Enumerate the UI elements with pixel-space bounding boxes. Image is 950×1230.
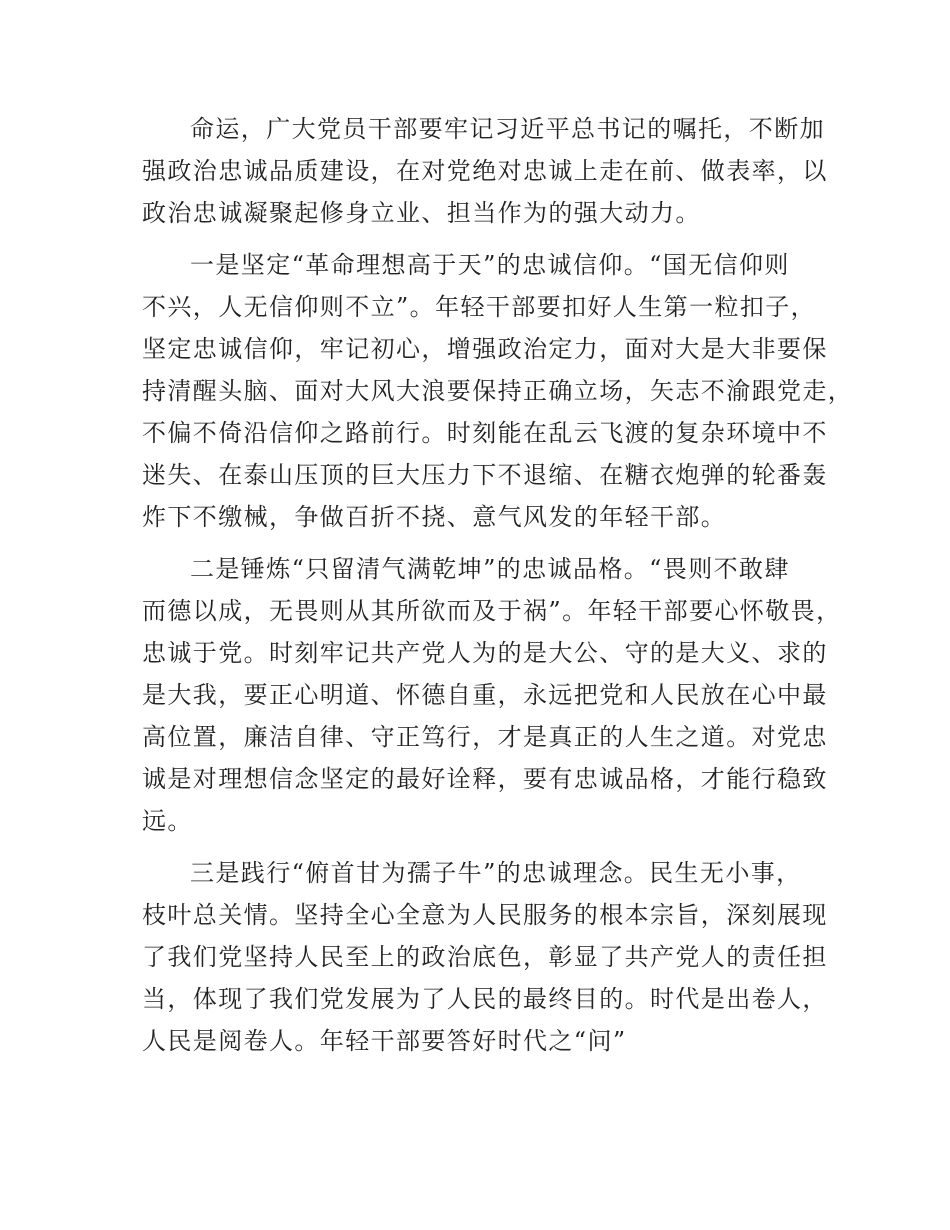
text-line: 坚定忠诚信仰，牢记初心，增强政治定力，面对大是大非要保 [142,335,828,363]
paragraph-3 [142,548,842,842]
text-line: 二是锤炼“只留清气满乾坤”的忠诚品格。“畏则不敢肆 [190,555,790,583]
paragraph-4 [142,852,832,1062]
text-line: 三是践行“俯首甘为孺子牛”的忠诚理念。民生无小事， [190,859,802,887]
text-line: 炸下不缴械，争做百折不挠、意气风发的年轻干部。 [142,503,727,531]
text-line: 而德以成，无畏则从其所欲而及于祸”。年轻干部要心怀敬畏， [142,597,842,625]
paragraph-1 [142,108,832,234]
text-line: 人民是阅卷人。年轻干部要答好时代之“问” [142,1027,627,1055]
text-line: 一是坚定“革命理想高于天”的忠诚信仰。“国无信仰则 [190,251,790,279]
paragraph-spacer [142,842,832,852]
text-line: 是大我，要正心明道、怀德自重，永远把党和人民放在心中最 [142,681,828,709]
text-line: 不偏不倚沿信仰之路前行。时刻能在乱云飞渡的复杂环境中不 [142,419,828,447]
text-line: 远。 [142,807,193,835]
text-line: 高位置，廉洁自律、守正笃行，才是真正的人生之道。对党忠 [142,723,828,751]
text-line: 强政治忠诚品质建设，在对党绝对忠诚上走在前、做表率，以 [142,157,828,185]
text-line: 命运，广大党员干部要牢记习近平总书记的嘱托，不断加 [190,115,825,143]
body-text [142,108,854,1062]
text-line: 不兴，人无信仰则不立”。年轻干部要扣好人生第一粒扣子， [142,293,817,321]
text-line: 诚是对理想信念坚定的最好诠释，要有忠诚品格，才能行稳致 [142,765,828,793]
text-line: 政治忠诚凝聚起修身立业、担当作为的强大动力。 [142,199,701,227]
text-line: 迷失、在泰山压顶的巨大压力下不退缩、在糖衣炮弹的轮番轰 [142,461,828,489]
paragraph-spacer [142,234,832,244]
text-line: 持清醒头脑、面对大风大浪要保持正确立场，矢志不渝跟党走， [142,377,854,405]
text-line: 忠诚于党。时刻牢记共产党人为的是大公、守的是大义、求的 [142,639,828,667]
text-line: 了我们党坚持人民至上的政治底色，彰显了共产党人的责任担 [142,943,828,971]
paragraph-2 [142,244,854,538]
text-line: 枝叶总关情。坚持全心全意为人民服务的根本宗旨，深刻展现 [142,901,828,929]
paragraph-spacer [142,538,832,548]
text-line: 当，体现了我们党发展为了人民的最终目的。时代是出卷人， [142,985,828,1013]
